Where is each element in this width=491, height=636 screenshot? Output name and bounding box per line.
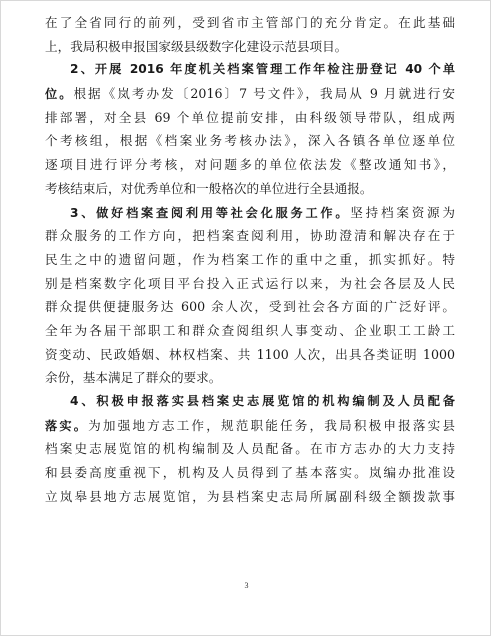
text-line: 立岚皋县地方志展览馆，为县档案史志局所属副科级全额拨款事 — [45, 488, 455, 504]
text-line: 排部署，对全县 69 个单位提前安排，由科级领导带队，组成两 — [45, 109, 455, 125]
text-line: 余份，基本满足了群众的要求。 — [45, 370, 222, 386]
section-heading-tail: 位。 — [45, 87, 74, 102]
section-heading-tail: 落实。 — [45, 418, 89, 433]
section-heading: 4、积极申报落实县档案史志展览馆的机构编制及人员配备 — [70, 394, 455, 408]
text-line — [45, 82, 455, 106]
text-line: 资变动、民政婚姻、林权档案、共 1100 人次，出具各类证明 1000 — [45, 346, 455, 362]
text-line: 群众提供便捷服务达 600 余人次，受到社会各方面的广泛好评。 — [45, 299, 455, 315]
text-span: 为加强地方志工作，规范职能任务，我局积极申报落实县 — [88, 417, 455, 433]
text-line — [45, 414, 455, 438]
section-heading: 3、做好档案查阅利用等社会化服务工作。 — [70, 205, 351, 220]
text-line: 上，我局积极申报国家级县级数字化建设示范县项目。 — [45, 38, 348, 54]
text-line: 逐项目进行评分考核，对问题多的单位依法发《整改通知书》， — [45, 157, 455, 173]
text-line: 考核结束后，对优秀单位和一般格次的单位进行全县通报。 — [45, 180, 373, 196]
text-line: 群众服务的工作方向，把档案查阅利用，协助澄清和解决存在于 — [45, 228, 455, 244]
page-number: 3 — [244, 581, 249, 590]
text-line: 民生之中的遗留问题，作为档案工作的重中之重，抓实抓好。特 — [45, 251, 455, 267]
text-line: 在了全省同行的前列，受到省市主管部门的充分肯定。在此基础 — [45, 15, 455, 30]
text-line — [45, 201, 455, 225]
text-line: 个考核组，根据《档案业务考核办法》，深入各镇各单位逐单位 — [45, 133, 455, 149]
text-span: 坚持档案资源为 — [350, 204, 455, 220]
text-span: 根据《岚考办发〔2016〕7 号文件》，我局从 9 月就进行安 — [73, 86, 455, 102]
section-heading: 2、开展 2016 年度机关档案管理工作年检注册登记 40 个单 — [70, 62, 455, 77]
text-line: 档案史志展览馆的机构编制及人员配备。在市方志办的大力支持 — [45, 441, 455, 457]
text-line: 别是档案数字化项目平台投入正式运行以来，为社会各层及人民 — [45, 275, 455, 291]
text-line: 和县委高度重视下，机构及人员得到了基本落实。岚编办批准设 — [45, 465, 455, 481]
document-body — [45, 11, 455, 508]
text-line: 全年为各届干部职工和群众查阅组织人事变动、企业职工工龄工 — [45, 322, 455, 338]
